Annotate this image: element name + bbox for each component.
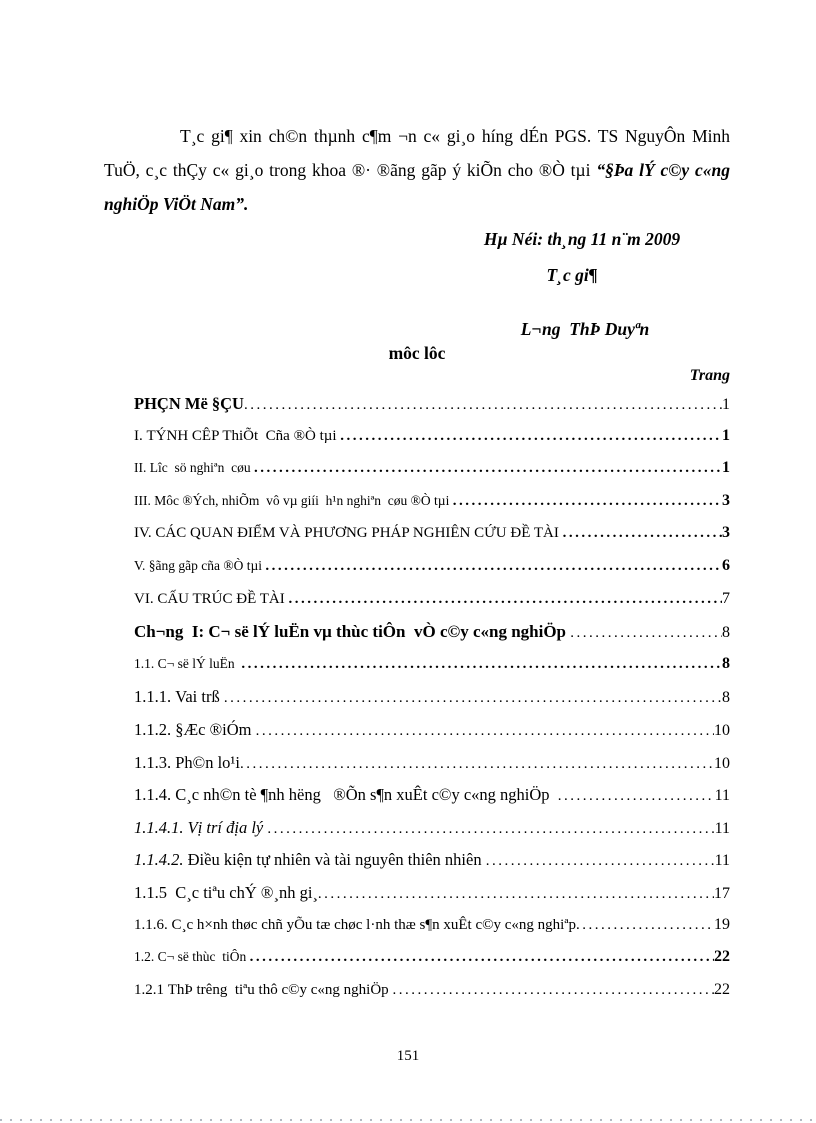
- toc-entry-label: Ch¬ng I: C¬ së lÝ luËn vµ thùc tiÔn vÒ c©y c«ng nghiÖp: [134, 622, 571, 642]
- toc-entry: [134, 981, 730, 1014]
- toc-dot-leader: [558, 785, 715, 805]
- toc-dot-leader: [453, 493, 722, 510]
- toc-page-number: 11: [714, 852, 730, 870]
- toc-entry-number: IV.: [134, 525, 156, 542]
- toc-entry-number: III.: [134, 492, 155, 508]
- toc-entry-label: CẤU TRÚC ĐỀ TÀI: [157, 590, 289, 607]
- toc-entry-label: ThÞ trêng tiªu thô c©y c«ng nghiÖp: [167, 981, 393, 998]
- toc-dot-leader: [224, 687, 722, 707]
- toc-entry-label: Vai trß: [175, 687, 224, 707]
- toc-entry-number: 1.1.3.: [134, 752, 176, 772]
- toc-page-number: 3: [722, 491, 730, 509]
- dedication-title-quote: “§Þa lÝ c©y c«ng nghiÖp ViÖt Nam”.: [104, 159, 730, 214]
- toc-entry: [134, 883, 730, 916]
- toc-page-number: 3: [722, 524, 730, 542]
- toc-dot-leader: [267, 818, 714, 838]
- toc-entry-label: CÁC QUAN ĐIỂM VÀ PHƯƠNG PHÁP NGHIÊN CỨU ĐỀ TÀI: [155, 525, 563, 542]
- toc-entry-label: PHÇN Më §ÇU: [134, 394, 244, 413]
- toc-entry-number: II.: [134, 460, 150, 476]
- toc-dot-leader: [250, 949, 714, 966]
- acknowledgement-text: T¸c gi¶ xin ch©n thµnh c¶m ¬n c« gi¸o híng dÉn PGS. TS NguyÔn Minh TuÖ, c¸c thÇy c« gi¸o trong khoa ®· ®ãng gãp ý kiÕn cho ®Ò tµi: [104, 125, 730, 180]
- toc-entry: [134, 948, 730, 981]
- toc-page-number: 1: [722, 426, 730, 444]
- signature-label: T¸c gi¶: [546, 265, 598, 285]
- toc-entry-number: 1.2.: [134, 949, 158, 965]
- toc-entry-number: 1.1.4.2.: [134, 850, 188, 870]
- toc-page-number: 19: [714, 915, 730, 933]
- toc-dot-leader: [254, 460, 722, 477]
- toc-entry-label: C¬ së thùc tiÔn: [157, 949, 250, 965]
- toc-dot-leader: [570, 622, 722, 642]
- toc-page-number: 22: [714, 948, 730, 966]
- toc-entry-number: 1.1.: [134, 655, 158, 671]
- toc-entry-number: 1.1.1.: [134, 687, 176, 707]
- toc-entry: [134, 557, 730, 590]
- author-name: L¬ng ThÞ Duyªn: [520, 319, 650, 339]
- toc-dot-leader: [392, 982, 714, 999]
- toc-entry: [134, 655, 730, 688]
- toc-entry-number: 1.1.4.1.: [134, 817, 188, 837]
- toc-entry-label: Ph©n lo¹i: [175, 752, 240, 772]
- toc-dot-leader: [340, 428, 722, 445]
- toc-entry-number: VI.: [134, 590, 158, 607]
- page-number-footer: 151: [396, 1048, 420, 1064]
- toc-dot-leader: [256, 720, 714, 740]
- page-column-label: Trang: [689, 367, 730, 384]
- toc-entry-number: 1.1.4.: [134, 785, 176, 805]
- toc-entry: [134, 459, 730, 492]
- toc-dot-leader: [318, 883, 714, 903]
- toc-entry-label: C¸c h×nh thøc chñ yÕu tæ chøc l·nh thæ s¶n xuÊt c©y c«ng nghiªp: [171, 916, 576, 933]
- toc-entry: [134, 590, 730, 623]
- toc-entry: [134, 394, 730, 427]
- acknowledgement-paragraph: [104, 119, 730, 221]
- toc-title: môc lôc: [388, 343, 446, 363]
- toc-page-number: 1: [722, 396, 730, 413]
- toc-page-number: 8: [722, 689, 730, 707]
- toc-entry-label: §Æc ®iÓm: [175, 719, 256, 739]
- toc-dot-leader: [563, 525, 722, 542]
- toc-dot-leader: [576, 917, 714, 934]
- toc-entry-label: §ãng gãp cña ®Ò tµi: [148, 557, 266, 573]
- toc-entry: [134, 916, 730, 949]
- toc-entry-label: Lîc sö nghiªn cøu: [149, 460, 254, 476]
- table-of-contents: [134, 394, 730, 1013]
- toc-dot-leader: [288, 591, 722, 608]
- toc-entry: [134, 850, 730, 883]
- toc-entry-label: Điều kiện tự nhiên và tài nguyên thiên nhiên: [187, 850, 486, 870]
- toc-page-number: 17: [714, 884, 730, 902]
- place-date-line: Hµ Néi: th¸ng 11 n¨m 2009: [483, 229, 681, 249]
- toc-entry-number: 1.1.6.: [134, 916, 172, 933]
- toc-page-number: 10: [714, 721, 730, 739]
- toc-page-number: 7: [722, 589, 730, 607]
- toc-entry: [134, 687, 730, 720]
- toc-page-number: 22: [714, 980, 730, 998]
- toc-dot-leader: [244, 394, 722, 414]
- toc-page-number: 6: [722, 556, 730, 574]
- toc-entry-label: C¸c nh©n tè ¶nh hëng ®Õn s¶n xuÊt c©y c«ng nghiÖp: [175, 785, 558, 805]
- toc-dot-leader: [240, 753, 714, 773]
- toc-entry: [134, 785, 730, 818]
- toc-entry-label: C¬ së lÝ luËn: [157, 655, 242, 671]
- toc-entry: [134, 524, 730, 557]
- toc-entry: [134, 753, 730, 786]
- toc-dot-leader: [486, 850, 715, 870]
- toc-entry-number: 1.1.5: [134, 882, 176, 902]
- toc-entry: [134, 818, 730, 851]
- toc-page-number: 1: [722, 459, 730, 477]
- toc-page-number: 11: [714, 787, 730, 805]
- toc-entry-label: Môc ®Ých, nhiÕm vô vµ giíi h¹n nghiªn cøu ®Ò tµi: [154, 492, 453, 508]
- toc-page-number: 11: [714, 819, 730, 837]
- toc-entry: [134, 622, 730, 655]
- toc-entry: [134, 427, 730, 460]
- toc-page-number: 8: [722, 654, 730, 672]
- toc-entry-number: V.: [134, 557, 149, 573]
- toc-dot-leader: [241, 656, 722, 673]
- page-bottom-edge-dots: [0, 1119, 816, 1121]
- toc-entry-label: TÝNH CÊP ThiÕt Cña ®Ò tµi: [146, 427, 341, 444]
- toc-dot-leader: [265, 558, 722, 575]
- toc-entry: [134, 720, 730, 753]
- toc-page-number: 10: [714, 754, 730, 772]
- toc-entry: [134, 492, 730, 525]
- toc-entry-label: C¸c tiªu chÝ ®¸nh gi¸: [175, 882, 318, 902]
- toc-entry-number: I.: [134, 427, 147, 444]
- toc-entry-label: Vị trí địa lý: [187, 817, 268, 837]
- toc-entry-number: 1.1.2.: [134, 719, 176, 739]
- toc-page-number: 8: [722, 624, 730, 642]
- toc-entry-number: 1.2.1: [134, 981, 168, 998]
